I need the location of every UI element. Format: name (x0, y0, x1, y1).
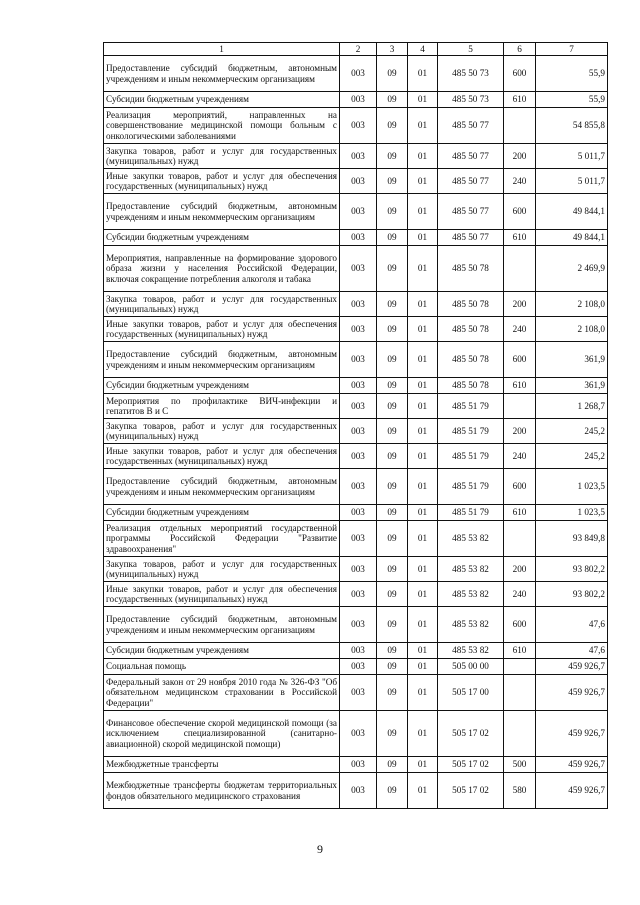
cell-name: Социальная помощь (104, 659, 340, 675)
cell-name: Субсидии бюджетным учреждениям (104, 378, 340, 394)
cell-section: 09 (377, 557, 408, 582)
cell-subsection: 01 (408, 169, 438, 194)
cell-amount: 47,6 (536, 607, 608, 643)
column-header-6: 6 (504, 43, 536, 56)
cell-expense-type: 600 (504, 342, 536, 378)
cell-amount: 459 926,7 (536, 659, 608, 675)
cell-section: 09 (377, 675, 408, 711)
cell-expense-type: 200 (504, 292, 536, 317)
cell-section: 09 (377, 108, 408, 144)
table-row (104, 108, 608, 144)
cell-expense-type: 580 (504, 773, 536, 809)
cell-expense-type: 610 (504, 230, 536, 246)
column-header-1: 1 (104, 43, 340, 56)
cell-subsection: 01 (408, 108, 438, 144)
cell-name: Закупка товаров, работ и услуг для государственных (муниципальных) нужд (104, 292, 340, 317)
table-row (104, 246, 608, 292)
cell-section: 09 (377, 394, 408, 419)
table-row (104, 582, 608, 607)
cell-ministry-code: 003 (340, 659, 377, 675)
cell-subsection: 01 (408, 194, 438, 230)
cell-amount: 93 802,2 (536, 557, 608, 582)
cell-name: Межбюджетные трансферты (104, 757, 340, 773)
cell-expense-type: 240 (504, 317, 536, 342)
table-row (104, 469, 608, 505)
cell-subsection: 01 (408, 582, 438, 607)
cell-section: 09 (377, 521, 408, 557)
table-row (104, 505, 608, 521)
cell-section: 09 (377, 419, 408, 444)
column-header-2: 2 (340, 43, 377, 56)
table-row (104, 342, 608, 378)
cell-name: Предоставление субсидий бюджетным, автономным учреждениям и иным некоммерческим организациям (104, 56, 340, 92)
cell-expense-type: 600 (504, 194, 536, 230)
cell-name: Субсидии бюджетным учреждениям (104, 643, 340, 659)
cell-amount: 245,2 (536, 444, 608, 469)
cell-ministry-code: 003 (340, 607, 377, 643)
cell-section: 09 (377, 342, 408, 378)
cell-target-article: 485 51 79 (438, 505, 504, 521)
cell-subsection: 01 (408, 419, 438, 444)
table-row (104, 394, 608, 419)
cell-section: 09 (377, 643, 408, 659)
cell-target-article: 485 53 82 (438, 557, 504, 582)
cell-expense-type (504, 711, 536, 757)
table-header-row (104, 43, 608, 56)
cell-name: Иные закупки товаров, работ и услуг для обеспечения государственных (муниципальных) нужд (104, 444, 340, 469)
cell-name: Закупка товаров, работ и услуг для государственных (муниципальных) нужд (104, 419, 340, 444)
cell-ministry-code: 003 (340, 675, 377, 711)
cell-section: 09 (377, 292, 408, 317)
cell-ministry-code: 003 (340, 643, 377, 659)
cell-subsection: 01 (408, 378, 438, 394)
cell-section: 09 (377, 773, 408, 809)
cell-ministry-code: 003 (340, 342, 377, 378)
column-header-3: 3 (377, 43, 408, 56)
cell-subsection: 01 (408, 444, 438, 469)
cell-amount: 47,6 (536, 643, 608, 659)
cell-expense-type: 240 (504, 444, 536, 469)
cell-name: Мероприятия, направленные на формирование здорового образа жизни у населения Российской Федерации, включая сокращение потребления алкоголя и табака (104, 246, 340, 292)
cell-amount: 2 469,9 (536, 246, 608, 292)
cell-expense-type: 600 (504, 607, 536, 643)
cell-ministry-code: 003 (340, 773, 377, 809)
cell-subsection: 01 (408, 246, 438, 292)
cell-name: Предоставление субсидий бюджетным, автономным учреждениям и иным некоммерческим организациям (104, 342, 340, 378)
cell-target-article: 485 53 82 (438, 521, 504, 557)
table-row (104, 317, 608, 342)
column-header-7: 7 (536, 43, 608, 56)
cell-name: Реализация отдельных мероприятий государственной программы Российской Федерации "Развитие здравоохранения" (104, 521, 340, 557)
table-row (104, 292, 608, 317)
cell-amount: 459 926,7 (536, 773, 608, 809)
cell-subsection: 01 (408, 92, 438, 108)
cell-expense-type: 200 (504, 144, 536, 169)
cell-expense-type: 500 (504, 757, 536, 773)
cell-section: 09 (377, 92, 408, 108)
cell-subsection: 01 (408, 394, 438, 419)
cell-expense-type: 600 (504, 469, 536, 505)
cell-target-article: 485 50 77 (438, 108, 504, 144)
cell-target-article: 485 50 77 (438, 144, 504, 169)
cell-ministry-code: 003 (340, 144, 377, 169)
cell-name: Субсидии бюджетным учреждениям (104, 230, 340, 246)
table-row (104, 773, 608, 809)
cell-amount: 5 011,7 (536, 169, 608, 194)
cell-section: 09 (377, 144, 408, 169)
cell-expense-type (504, 521, 536, 557)
cell-amount: 361,9 (536, 342, 608, 378)
cell-name: Предоставление субсидий бюджетным, автономным учреждениям и иным некоммерческим организациям (104, 607, 340, 643)
cell-section: 09 (377, 711, 408, 757)
cell-subsection: 01 (408, 659, 438, 675)
cell-name: Субсидии бюджетным учреждениям (104, 92, 340, 108)
cell-ministry-code: 003 (340, 582, 377, 607)
cell-expense-type (504, 675, 536, 711)
cell-target-article: 485 53 82 (438, 607, 504, 643)
budget-table (103, 42, 608, 809)
cell-ministry-code: 003 (340, 92, 377, 108)
cell-target-article: 485 51 79 (438, 444, 504, 469)
cell-target-article: 505 17 00 (438, 675, 504, 711)
cell-subsection: 01 (408, 317, 438, 342)
cell-subsection: 01 (408, 56, 438, 92)
cell-ministry-code: 003 (340, 444, 377, 469)
table-row (104, 557, 608, 582)
cell-section: 09 (377, 378, 408, 394)
table-row (104, 711, 608, 757)
cell-subsection: 01 (408, 711, 438, 757)
cell-expense-type: 200 (504, 557, 536, 582)
cell-name: Реализация мероприятий, направленных на совершенствование медицинской помощи больным с онкологическими заболеваниями (104, 108, 340, 144)
cell-section: 09 (377, 230, 408, 246)
table-row (104, 607, 608, 643)
cell-target-article: 485 53 82 (438, 582, 504, 607)
cell-amount: 93 849,8 (536, 521, 608, 557)
budget-sheet (103, 42, 608, 809)
table-row (104, 194, 608, 230)
cell-amount: 1 268,7 (536, 394, 608, 419)
cell-subsection: 01 (408, 773, 438, 809)
cell-section: 09 (377, 444, 408, 469)
cell-ministry-code: 003 (340, 108, 377, 144)
cell-amount: 1 023,5 (536, 505, 608, 521)
table-row (104, 444, 608, 469)
cell-ministry-code: 003 (340, 56, 377, 92)
table-row (104, 521, 608, 557)
cell-target-article: 485 50 78 (438, 246, 504, 292)
cell-name: Субсидии бюджетным учреждениям (104, 505, 340, 521)
cell-amount: 5 011,7 (536, 144, 608, 169)
cell-expense-type: 240 (504, 582, 536, 607)
cell-ministry-code: 003 (340, 292, 377, 317)
cell-amount: 49 844,1 (536, 194, 608, 230)
cell-amount: 1 023,5 (536, 469, 608, 505)
table-body (104, 56, 608, 809)
table-row (104, 419, 608, 444)
cell-ministry-code: 003 (340, 246, 377, 292)
cell-amount: 459 926,7 (536, 757, 608, 773)
cell-section: 09 (377, 659, 408, 675)
table-row (104, 56, 608, 92)
cell-target-article: 485 50 77 (438, 194, 504, 230)
cell-ministry-code: 003 (340, 169, 377, 194)
cell-target-article: 485 50 73 (438, 56, 504, 92)
cell-name: Предоставление субсидий бюджетным, автономным учреждениям и иным некоммерческим организациям (104, 194, 340, 230)
cell-expense-type (504, 246, 536, 292)
cell-amount: 245,2 (536, 419, 608, 444)
cell-subsection: 01 (408, 144, 438, 169)
cell-target-article: 485 50 77 (438, 230, 504, 246)
cell-expense-type: 610 (504, 378, 536, 394)
cell-subsection: 01 (408, 643, 438, 659)
cell-target-article: 505 00 00 (438, 659, 504, 675)
cell-section: 09 (377, 582, 408, 607)
cell-subsection: 01 (408, 757, 438, 773)
cell-ministry-code: 003 (340, 557, 377, 582)
cell-subsection: 01 (408, 557, 438, 582)
cell-ministry-code: 003 (340, 469, 377, 505)
cell-name: Иные закупки товаров, работ и услуг для обеспечения государственных (муниципальных) нужд (104, 169, 340, 194)
cell-expense-type: 200 (504, 419, 536, 444)
cell-section: 09 (377, 607, 408, 643)
cell-section: 09 (377, 469, 408, 505)
cell-section: 09 (377, 757, 408, 773)
cell-name: Иные закупки товаров, работ и услуг для обеспечения государственных (муниципальных) нужд (104, 317, 340, 342)
cell-expense-type: 610 (504, 643, 536, 659)
cell-subsection: 01 (408, 607, 438, 643)
cell-expense-type (504, 394, 536, 419)
cell-ministry-code: 003 (340, 419, 377, 444)
cell-name: Финансовое обеспечение скорой медицинской помощи (за исключением специализированной (санитарно-авиационной) скорой медицинской помощи) (104, 711, 340, 757)
cell-subsection: 01 (408, 675, 438, 711)
cell-name: Закупка товаров, работ и услуг для государственных (муниципальных) нужд (104, 557, 340, 582)
cell-expense-type (504, 108, 536, 144)
cell-subsection: 01 (408, 342, 438, 378)
table-row (104, 659, 608, 675)
cell-section: 09 (377, 194, 408, 230)
cell-target-article: 485 51 79 (438, 419, 504, 444)
cell-amount: 49 844,1 (536, 230, 608, 246)
cell-target-article: 485 50 78 (438, 342, 504, 378)
cell-ministry-code: 003 (340, 317, 377, 342)
cell-amount: 54 855,8 (536, 108, 608, 144)
cell-section: 09 (377, 317, 408, 342)
cell-subsection: 01 (408, 469, 438, 505)
cell-target-article: 485 50 78 (438, 317, 504, 342)
cell-target-article: 485 50 78 (438, 292, 504, 317)
cell-ministry-code: 003 (340, 505, 377, 521)
table-row (104, 144, 608, 169)
cell-expense-type: 600 (504, 56, 536, 92)
cell-section: 09 (377, 246, 408, 292)
cell-target-article: 505 17 02 (438, 757, 504, 773)
cell-ministry-code: 003 (340, 521, 377, 557)
table-row (104, 378, 608, 394)
cell-ministry-code: 003 (340, 757, 377, 773)
cell-target-article: 505 17 02 (438, 773, 504, 809)
cell-ministry-code: 003 (340, 378, 377, 394)
table-row (104, 675, 608, 711)
cell-section: 09 (377, 505, 408, 521)
table-row (104, 643, 608, 659)
cell-target-article: 485 50 77 (438, 169, 504, 194)
cell-amount: 361,9 (536, 378, 608, 394)
cell-expense-type: 610 (504, 505, 536, 521)
cell-section: 09 (377, 56, 408, 92)
cell-amount: 459 926,7 (536, 711, 608, 757)
cell-amount: 55,9 (536, 92, 608, 108)
table-row (104, 757, 608, 773)
cell-subsection: 01 (408, 505, 438, 521)
cell-name: Закупка товаров, работ и услуг для государственных (муниципальных) нужд (104, 144, 340, 169)
page-number: 9 (317, 842, 323, 856)
cell-section: 09 (377, 169, 408, 194)
cell-name: Мероприятия по профилактике ВИЧ-инфекции и гепатитов В и С (104, 394, 340, 419)
cell-target-article: 485 50 78 (438, 378, 504, 394)
cell-subsection: 01 (408, 230, 438, 246)
cell-name: Иные закупки товаров, работ и услуг для обеспечения государственных (муниципальных) нужд (104, 582, 340, 607)
cell-expense-type: 240 (504, 169, 536, 194)
cell-subsection: 01 (408, 521, 438, 557)
cell-amount: 93 802,2 (536, 582, 608, 607)
table-row (104, 230, 608, 246)
cell-ministry-code: 003 (340, 230, 377, 246)
cell-name: Федеральный закон от 29 ноября 2010 года № 326-ФЗ "Об обязательном медицинском страховании в Российской Федерации" (104, 675, 340, 711)
cell-subsection: 01 (408, 292, 438, 317)
cell-amount: 2 108,0 (536, 317, 608, 342)
cell-expense-type (504, 659, 536, 675)
table-row (104, 92, 608, 108)
cell-target-article: 485 50 73 (438, 92, 504, 108)
table-row (104, 169, 608, 194)
cell-amount: 459 926,7 (536, 675, 608, 711)
cell-amount: 2 108,0 (536, 292, 608, 317)
cell-target-article: 505 17 02 (438, 711, 504, 757)
cell-target-article: 485 53 82 (438, 643, 504, 659)
cell-name: Межбюджетные трансферты бюджетам территориальных фондов обязательного медицинского страхования (104, 773, 340, 809)
cell-name: Предоставление субсидий бюджетным, автономным учреждениям и иным некоммерческим организациям (104, 469, 340, 505)
column-header-5: 5 (438, 43, 504, 56)
cell-target-article: 485 51 79 (438, 394, 504, 419)
cell-expense-type: 610 (504, 92, 536, 108)
cell-ministry-code: 003 (340, 711, 377, 757)
cell-ministry-code: 003 (340, 194, 377, 230)
column-header-4: 4 (408, 43, 438, 56)
cell-target-article: 485 51 79 (438, 469, 504, 505)
cell-amount: 55,9 (536, 56, 608, 92)
cell-ministry-code: 003 (340, 394, 377, 419)
